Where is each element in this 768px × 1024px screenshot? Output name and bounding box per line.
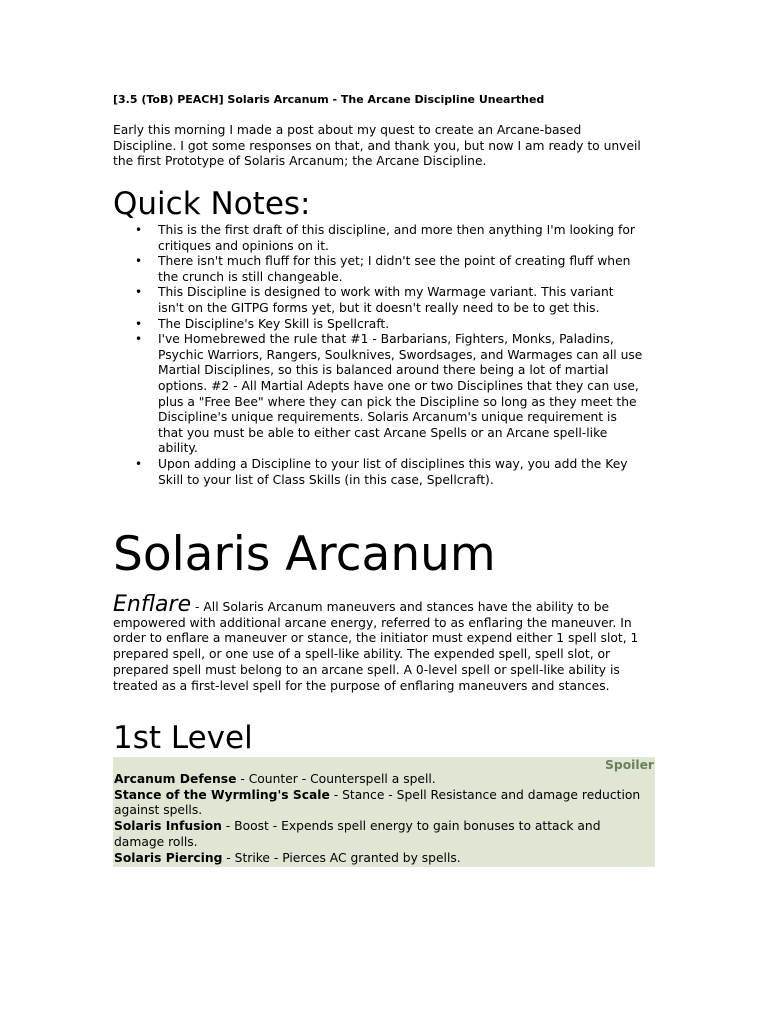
note-text: There isn't much fluff for this yet; I didn't see the point of creating fluff when the crunch is still changeable. [158,254,631,284]
maneuver-list [114,772,654,866]
maneuver-name: Arcanum Defense [114,772,237,786]
maneuver-entry [114,819,654,850]
maneuver-description: - Boost - Expends spell energy to gain bonuses to attack and damage rolls. [114,819,601,849]
bullet-icon: • [135,254,143,269]
bullet-icon: • [135,285,143,300]
note-text: This Discipline is designed to work with my Warmage variant. This variant isn't on the GITPG forms yet, but it doesn't really need to be to get this. [158,285,614,315]
bullet-icon: • [135,223,143,237]
bullet-icon: • [135,456,143,471]
enflare-description: - All Solaris Arcanum maneuvers and stances have the ability to be empowered with additional arcane energy, referred to as enflaring the maneuver. In order to enflare a maneuver or stance, the initiator must expend either 1 spell slot, 1 prepared spell, or one use of a spell-like ability. The expended spell, spell slot, or prepared spell must belong to an arcane spell. A 0-level spell or spell-like ability is treated as a first-level spell for the purpose of enflaring maneuvers and stances. [113,600,639,693]
maneuver-name: Solaris Piercing [114,850,223,865]
note-text: I've Homebrewed the rule that #1 - Barbarians, Fighters, Monks, Paladins, Psychic Warriors, Rangers, Soulknives, Swordsages, and Warmages can all use Martial Disciplines, so this is balanced around there being a lot of martial options. #2 - All Martial Adepts have one or two Disciplines that they can use, plus a "Free Bee" where they can pick the Discipline so long as they meet the Discipline's unique requirements. Solaris Arcanum's unique requirement is that you must be able to either cast Arcane Spells or an Arcane spell-like ability. [158,332,643,456]
list-item [113,332,643,457]
list-item [113,254,643,285]
enflare-paragraph [113,592,655,694]
intro-paragraph: Early this morning I made a post about my quest to create an Arcane-based Discipline. I got some responses on that, and thank you, but now I am ready to unveil the first Prototype of Solaris Arcanum; the Arcane Discipline. [113,123,641,169]
level-heading: 1st Level [113,720,253,756]
note-text: This is the first draft of this discipline, and more then anything I'm looking for critiques and opinions on it. [158,223,635,253]
maneuver-entry [114,851,654,867]
enflare-term: Enflare [113,592,192,617]
maneuver-description: - Stance - Spell Resistance and damage reduction against spells. [114,787,641,818]
discipline-heading: Solaris Arcanum [113,527,496,582]
list-item [113,285,643,316]
maneuver-name: Solaris Infusion [114,819,222,834]
maneuver-name: Stance of the Wyrmling's Scale [114,787,330,802]
maneuver-description: - Counter - Counterspell a spell. [236,772,436,786]
note-text: The Discipline's Key Skill is Spellcraft. [158,316,390,331]
quick-notes-list [113,223,643,488]
note-text: Upon adding a Discipline to your list of disciplines this way, you add the Key Skill to your list of Class Skills (in this case, Spellcraft). [158,456,628,487]
list-item [113,457,643,488]
bullet-icon: • [135,316,143,331]
maneuver-description: - Strike - Pierces AC granted by spells. [222,850,461,865]
quick-notes-heading: Quick Notes: [113,186,311,222]
maneuver-entry [114,788,654,819]
post-title: [3.5 (ToB) PEACH] Solaris Arcanum - The Arcane Discipline Unearthed [113,93,545,106]
list-item [113,223,643,254]
bullet-icon: • [135,332,143,347]
spoiler-toggle[interactable]: Spoiler [605,758,654,772]
list-item [113,317,643,333]
spoiler-box [113,757,655,867]
maneuver-entry [114,772,654,788]
